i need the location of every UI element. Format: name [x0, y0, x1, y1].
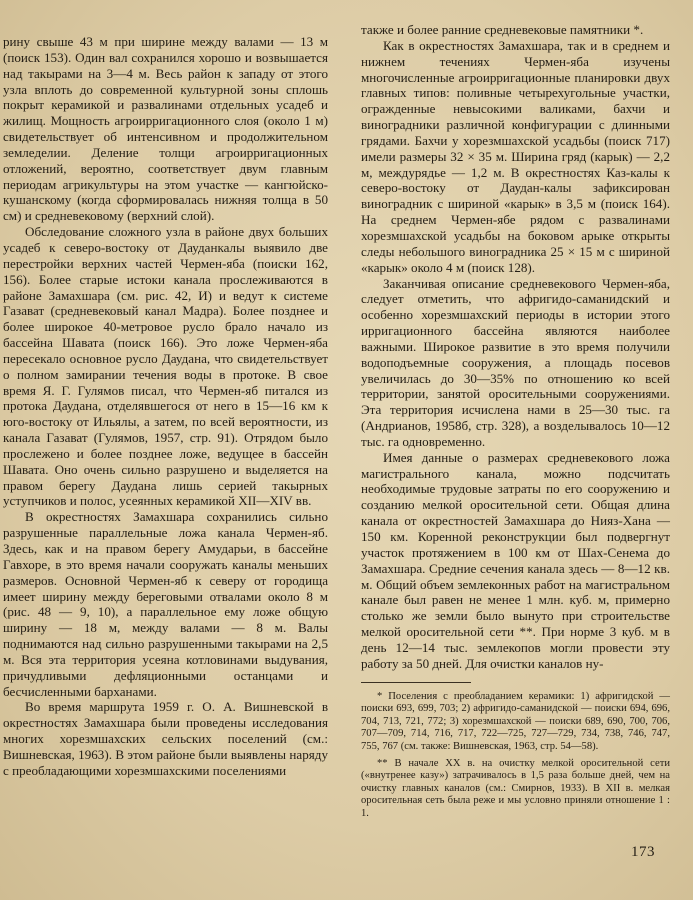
left-column: [3, 34, 328, 779]
paragraph: также и более ранние средневековые памятники *.: [361, 22, 644, 37]
paragraph: Заканчивая описание средневекового Чермен-яба, следует отметить, что афригидо-саманидский и особенно хорезмшахский периоды в истории этого ирригационного бассейна являются наиболее важными. Широкое развитие в это время получили водоподъемные сооружения, а площадь посевов увеличилась до 30—35% по отношению ко всей территории, занятой оросительными сооружениями. Эта территория исчислена нами в 25—30 тыс. га (Андрианов, 1958б, стр. 328), а возделывалось 10—12 тыс. га одновременно.: [361, 275, 670, 449]
paragraph: В окрестностях Замахшара сохранились сильно разрушенные параллельные ложа канала Чермен-яб. Здесь, как и на правом берегу Амударьи, в бассейне Гавхоре, в это время начали сооружать каналы меньших размеров. Основной Чермен-яб к северу от городища имеет ширину между береговыми отвалами около 8 м (рис. 48 — 9, 10), а параллельное ему ложе общую ширину — 18 м, между валами — 8 м. Валы поднимаются над сильно разрушенными такырами на 2,5 м. Вся эта территория усеяна котловинами выдувания, причудливыми дефляционными останцами и бесчисленными барханами.: [3, 509, 328, 699]
footnotes: [361, 691, 670, 821]
right-column: [361, 22, 670, 821]
paragraph: Как в окрестностях Замахшара, так и в среднем и нижнем течениях Чермен-яба изучены многочисленные агроирригационные планировки двух главных типов: поливные четырехугольные участки, огражденные невысокими валиками, бахчи и виноградники различной конфигурации с длинными грядами. Бахчи у хорезмшахской усадьбы (поиск 717) имели размеры 32 × 35 м. Ширина гряд (карык) — 2,2 м, междурядье — 1,2 м. В окрестностях Каз-калы к северо-востоку от Даудан-калы зафиксирован виноградник с шириной «карык» в 3,5 м (поиск 164). На среднем Чермен-ябе рядом с развалинами хорезмшахской усадьбы на боковом арыке открыты следы небольшого виноградника 25 × 15 м с шириной «карык» около 4 м (поиск 128).: [361, 37, 670, 275]
paragraph: Во время маршрута 1959 г. О. А. Вишневской в окрестностях Замахшара были проведены исследования многих хорезмшахских сельских поселений (см.: Вишневская, 1963). В этом районе были выявлены наряду с преобладающими хорезмшахскими поселениями: [3, 699, 328, 778]
footnote: * Поселения с преобладанием керамики: 1) афригидской — поиски 693, 699, 703; 2) афригидо-саманидской — поиски 694, 696, 704, 713, 721, 772; 3) хорезмшахской — поиски 689, 690, 700, 706, 707—709, 714, 716, 717, 722—725, 727—729, 734, 738, 746, 747, 755, 767 (см. также: Вишневская, 1963, стр. 54—58).: [361, 690, 670, 752]
paragraph: рину свыше 43 м при ширине между валами — 13 м (поиск 153). Один вал сохранился хорошо и возвышается над такырами на 3—4 м. Весь район к западу от этого узла вплоть до современной культурной зоны сплошь покрыт керамикой и развалинами отдельных усадеб и жилищ. Мощность агроирригационного слоя (около 1 м) свидетельствует об интенсивном и продолжительном земледелии. Деление толщи агроирригационных отложений, вероятно, соответствует двум главным периодам агрикультуры на этом участке — кангюйско-кушанскому (когда сформировалась нижняя толща в 50 см) и средневековому (верхний слой).: [3, 34, 328, 224]
footnote: ** В начале XX в. на очистку мелкой оросительной сети («внутренее казу») затрачивалось в 1,5 раза больше дней, чем на очистку главных каналов (см.: Смирнов, 1933). В XII в. мелкая оросительная сеть была реже и мы условно приняли отношение 1 : 1.: [361, 757, 670, 819]
footnote-divider: [361, 682, 471, 683]
paragraph: Обследование сложного узла в районе двух больших усадеб к северо-востоку от Дауданкалы выявило две перестройки верхних частей Чермен-яба (поиски 162, 156). Более старые истоки канала прослеживаются в районе Замахшара (см. рис. 42, И) и ведут к системе Газават (средневековый канал Мадра). Более позднее и более широкое 40-метровое русло брало начало из бассейна Шавата (поиск 166). Это ложе Чермен-яба пересекало основное русло Даудана, что свидетельствует о полном замирании течения воды в протоке. В свое время Я. Г. Гулямов писал, что Чермен-яб питался из протока Даудана, отделявшегося от него в 15—16 км к юго-востоку от Ильялы, а затем, по всей вероятности, из канала Газават (Гулямов, 1957, стр. 91). Отрядом было прослежено и более позднее ложе, ведущее в бассейн Шавата. Оно очень сильно разрушено и выделяется на правом берегу Даудана лишь серией такырных уступчиков и полос, усеянных керамикой XII—XIV вв.: [3, 224, 328, 509]
paragraph: Имея данные о размерах средневекового ложа магистрального канала, можно подсчитать необходимые трудовые затраты по его сооружению и созданию мелкой оросительной сети. Общая длина канала от окрестностей Замахшара до Нияз-Хана — 150 км. Коренной реконструкции был подвергнут участок протяжением в 100 км от Шах-Сенема до Замахшара. Средние сечения канала здесь — 8—12 кв. м. Общий объем землеконных работ на магистральном канале был равен не менее 1 млн. куб. м, примерно столько же земли было вынуто при строительстве мелкой оросительной сети **. При норме 3 куб. м в день 12—14 тыс. землекопов могли провести эту работу за 50 дней. Для очистки каналов ну-: [361, 449, 670, 671]
page-number: 173: [631, 844, 655, 860]
